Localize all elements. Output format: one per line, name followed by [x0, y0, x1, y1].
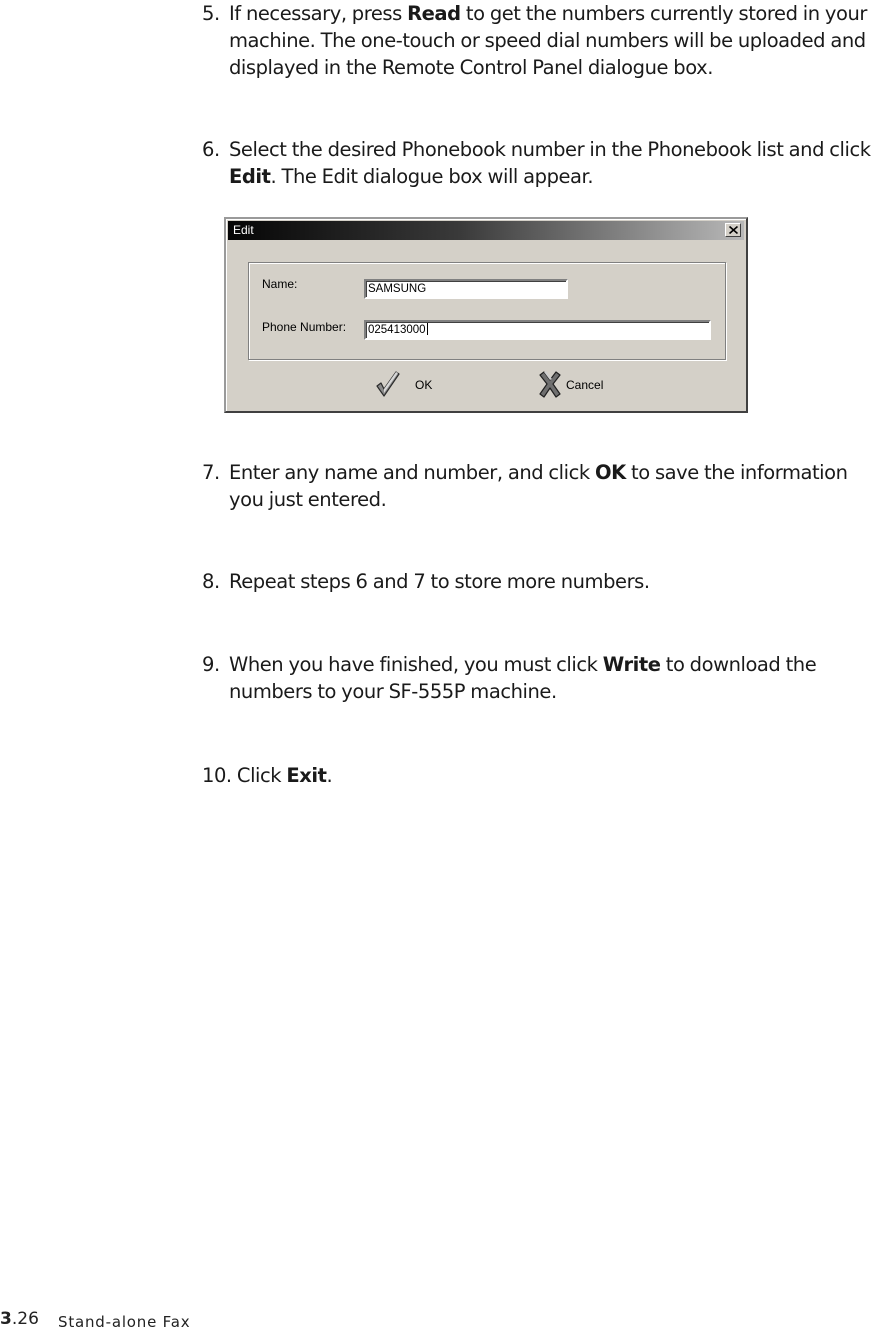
- edit-dialog-screenshot: [224, 217, 748, 413]
- section-title: Stand-alone Fax: [58, 1313, 191, 1331]
- step-text: If necessary, press Read to get the numbers currently stored in your machine. The one-touch or speed dial numbers will be uploaded and displayed in the Remote Control Panel dialogue box.: [229, 2, 867, 79]
- step-5: [202, 0, 874, 81]
- x-mark-icon: [537, 369, 563, 399]
- name-field[interactable]: SAMSUNG: [364, 279, 568, 299]
- step-text: Enter any name and number, and click OK to save the information you just entered.: [229, 461, 848, 511]
- ok-button[interactable]: [372, 369, 442, 401]
- step-text: Repeat steps 6 and 7 to store more numbers.: [229, 570, 650, 593]
- step-number: 5.: [202, 2, 220, 25]
- step-7: [202, 459, 874, 513]
- step-8: [202, 568, 874, 595]
- close-button[interactable]: [725, 223, 741, 237]
- step-number: 8.: [202, 570, 220, 593]
- phone-number-field[interactable]: 025413000: [364, 320, 711, 340]
- step-number: 6.: [202, 138, 220, 161]
- phone-number-label: Phone Number:: [262, 320, 347, 334]
- step-text: 10. Click Exit.: [202, 764, 333, 787]
- close-icon: [729, 226, 738, 234]
- cancel-button-label: Cancel: [566, 378, 604, 392]
- checkmark-icon: [372, 369, 402, 399]
- step-text: When you have finished, you must click Write to download the numbers to your SF-555P machine.: [229, 653, 817, 703]
- dialog-title: Edit: [233, 223, 254, 237]
- ok-button-label: OK: [415, 378, 433, 392]
- step-number: 9.: [202, 653, 220, 676]
- page-number: 3.26: [0, 1309, 39, 1329]
- step-10: [202, 762, 874, 789]
- step-number: 7.: [202, 461, 220, 484]
- step-9: [202, 651, 874, 705]
- edit-group-box: [248, 262, 726, 360]
- step-6: [202, 136, 874, 190]
- text-caret: [427, 323, 428, 335]
- cancel-button[interactable]: [537, 369, 627, 401]
- dialog-title-bar: [228, 221, 744, 240]
- step-text: Select the desired Phonebook number in the Phonebook list and click Edit. The Edit dialogue box will appear.: [229, 138, 871, 188]
- name-label: Name:: [262, 277, 298, 291]
